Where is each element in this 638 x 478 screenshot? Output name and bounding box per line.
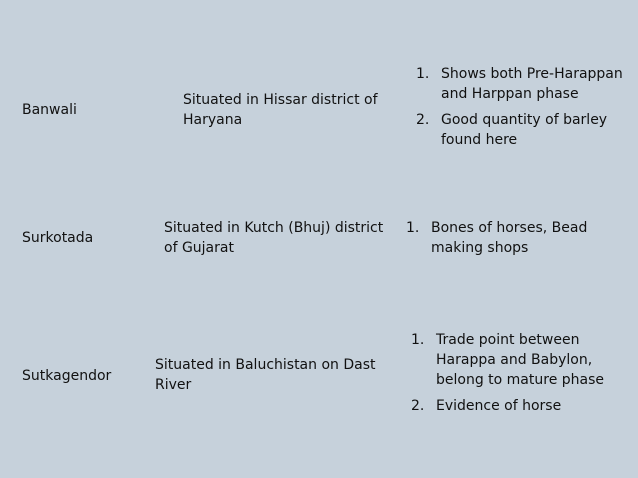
features-list-surkotada bbox=[406, 218, 606, 264]
list-item: 2. Evidence of horse bbox=[411, 398, 562, 414]
features-list-banwali bbox=[416, 64, 634, 156]
location-banwali: Situated in Hissar district of Haryana bbox=[183, 92, 378, 128]
list-item: 1. Trade point between Harappa and Babylon, belong to mature phase bbox=[411, 332, 605, 388]
site-name-sutkagendor: Sutkagendor bbox=[22, 368, 112, 384]
location-sutkagendor: Situated in Baluchistan on Dast River bbox=[155, 357, 376, 393]
list-item: 2. Good quantity of barley found here bbox=[416, 112, 608, 148]
features-list-sutkagendor bbox=[411, 330, 633, 422]
site-name-banwali: Banwali bbox=[22, 102, 77, 118]
list-item: 1. Bones of horses, Bead making shops bbox=[406, 220, 588, 256]
location-surkotada: Situated in Kutch (Bhuj) district of Gujarat bbox=[164, 220, 384, 256]
list-item: 1. Shows both Pre-Harappan and Harppan phase bbox=[416, 66, 623, 102]
site-name-surkotada: Surkotada bbox=[22, 230, 94, 246]
